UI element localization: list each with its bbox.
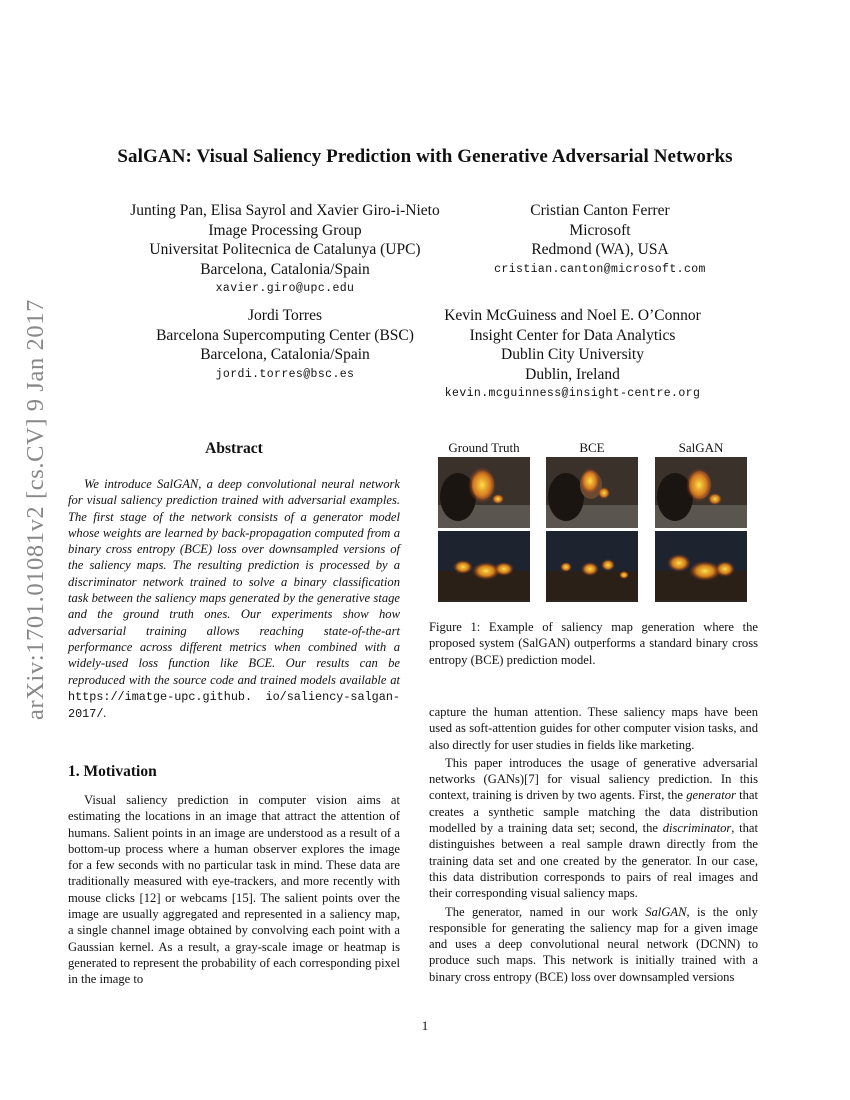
arxiv-stamp: arXiv:1701.01081v2 [cs.CV] 9 Jan 2017 (22, 299, 49, 720)
saliency-thumbnail (438, 457, 530, 528)
author-block-upc (100, 201, 470, 298)
author-line: Cristian Canton Ferrer (530, 202, 670, 219)
paragraph: The generator, named in our work SalGAN, is the only responsible for generating the saliency map for a given image and uses a deep convolutional neural network (DCNN) to produce such maps. This network is initially trained with a binary cross entropy (BCE) loss over downsampled versions (429, 904, 758, 984)
author-line: Image Processing Group (208, 221, 362, 239)
saliency-thumbnail (546, 531, 638, 602)
abstract-url-cont[interactable]: io/saliency-salgan-2017/ (68, 689, 400, 722)
author-block-insight (420, 306, 725, 403)
author-line: Dublin, Ireland (525, 365, 620, 383)
author-line: Jordi Torres (248, 307, 322, 324)
author-email: jordi.torres@bsc.es (215, 367, 355, 381)
section-heading: 1. Motivation (68, 763, 157, 780)
page-number: 1 (421, 1018, 429, 1033)
column-label-salgan: SalGAN (678, 440, 724, 455)
author-line: Barcelona Supercomputing Center (BSC) (156, 326, 414, 344)
paragraph: capture the human attention. These saliency maps have been used as soft-attention guides for other computer vision tasks, and also directly for user studies in fields like marketing. (429, 705, 758, 752)
author-email: xavier.giro@upc.edu (215, 282, 355, 295)
figure-caption: Figure 1: Example of saliency map generation where the proposed system (SalGAN) outperforms a standard binary cross entropy (BCE) prediction model. (429, 620, 758, 667)
author-line: Universitat Politecnica de Catalunya (UPC) (149, 241, 421, 258)
author-line: Junting Pan, Elisa Sayrol and Xavier Giro-i-Nieto (130, 202, 440, 219)
author-block-microsoft (470, 201, 730, 279)
author-line: Kevin McGuiness and Noel E. O’Connor (444, 307, 701, 324)
abstract-url[interactable]: https://imatge-upc.github. (68, 689, 253, 704)
abstract-body: We introduce SalGAN, a deep convolutional neural network for visual saliency prediction trained with adversarial examples. The first stage of the network consists of a generator model whose weights are learned by back-propagation computed from a binary cross entropy (BCE) loss over downsampled versions of the saliency maps. The resulting prediction is processed by a discriminator network trained to solve a binary classification task between the saliency maps generated by the generative stage and the ground truth ones. Our experiments show how adversarial training allows reaching state-of-the-art performance across different metrics when combined with a widely-used loss function like BCE. Our results can be reproduced with the source code and trained models available at https://imatge-upc.github. io/saliency-salgan-2017/. (68, 477, 400, 722)
author-line: Microsoft (569, 221, 631, 239)
saliency-thumbnail (655, 531, 747, 602)
term-generator: generator (686, 788, 736, 803)
paper-title: SalGAN: Visual Saliency Prediction with Generative Adversarial Networks (117, 146, 733, 167)
term-salgan: SalGAN (645, 904, 687, 919)
author-block-bsc (100, 306, 470, 384)
author-email: kevin.mcguinness@insight-centre.org (444, 387, 701, 400)
column-label-bce: BCE (579, 440, 605, 455)
author-line: Redmond (WA), USA (531, 241, 669, 258)
abstract-text: We introduce SalGAN, a deep convolutional neural network for visual saliency prediction trained with adversarial examples. The first stage of the network consists of a generator model whose weights are learned by back-propagation computed from a binary cross entropy (BCE) loss over downsampled versions of the saliency maps. The resulting prediction is processed by a discriminator network trained to solve a binary classification task between the saliency maps generated by the generative stage and the ground truth ones. Our experiments show how adversarial training allows reaching state-of-the-art performance across different metrics when combined with a widely-used loss function like BCE. Our results can be reproduced with the source code and trained models available at (68, 477, 400, 687)
section1-body (68, 792, 400, 988)
author-line: Insight Center for Data Analytics (469, 326, 676, 344)
term-discriminator: discriminator (662, 821, 732, 836)
paragraph: This paper introduces the usage of generative adversarial networks (GANs)[7] for visual saliency prediction. In this context, training is driven by two agents. First, the generator that creates a synthetic sample matching the data distribution modelled by a training data set; second, the discriminator, that distinguishes between a real sample drawn directly from the training data set and one created by the generator. In our case, this data distribution corresponds to pairs of real images and their corresponding visual saliency maps. (429, 755, 759, 901)
saliency-thumbnail (655, 457, 747, 528)
author-line: Dublin City University (501, 346, 644, 363)
saliency-thumbnail (438, 531, 530, 602)
section1-paragraph: Visual saliency prediction in computer vision aims at estimating the locations in an image that attract the attention of humans. Salient points in an image are understood as a result of a bottom-up process where a human observer explores the image for a few seconds with no particular task in mind. These data are traditionally measured with eye-trackers, and more recently with mouse clicks [12] or webcams [15]. The salient points over the image are usually aggregated and represented in a saliency map, a single channel image obtained by convolving each point with a Gaussian kernel. As a result, a gray-scale image or heatmap is generated to represent the probability of each corresponding pixel in the image to (68, 793, 400, 987)
abstract-heading: Abstract (205, 440, 263, 457)
author-email: cristian.canton@microsoft.com (494, 262, 706, 276)
saliency-thumbnail (546, 457, 638, 528)
author-line: Barcelona, Catalonia/Spain (200, 346, 370, 363)
right-column-body (429, 704, 758, 985)
column-label-ground-truth: Ground Truth (448, 440, 520, 455)
author-line: Barcelona, Catalonia/Spain (200, 260, 370, 278)
